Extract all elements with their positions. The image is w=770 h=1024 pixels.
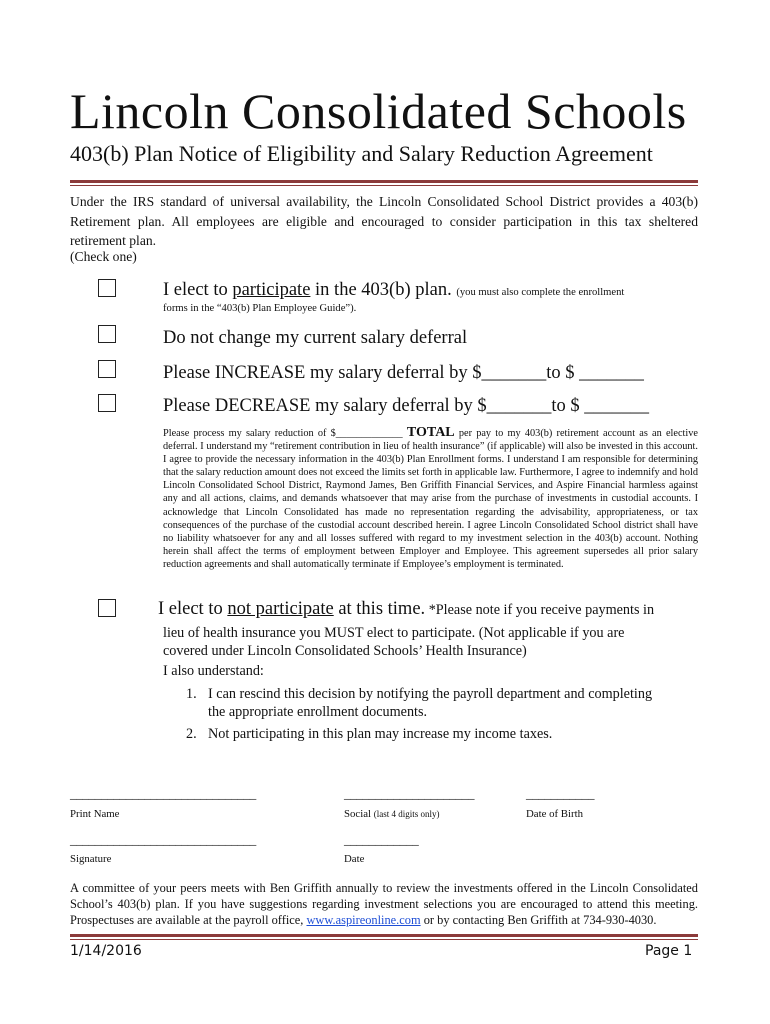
date-line[interactable]: ____________ bbox=[344, 832, 419, 847]
list-item-1-number: 1. bbox=[186, 686, 197, 702]
closing-text-end: or by contacting Ben Griffith at 734-930-4030. bbox=[420, 913, 657, 927]
social-label-text: Social bbox=[344, 808, 371, 820]
legal-body: per pay to my 403(b) retirement account as an elective deferral. I understand my “retirement contribution in lieu of health insurance” (if applicable) will also be invested in this account. I agree to provide the necessary information in the 403(b) Plan Enrollment forms. I understand I am responsible for determining that the salary reduction amount does not exceed the limits set forth in applicable law. Furthermore, I agree to indemnify and hold Lincoln Consolidated School District, Raymond James, Ben Griffith Financial Services, and Aspire Financial harmless against any and all actions, claims, and demands whatsoever that may arise from the purchase of investments in custodial accounts. I acknowledge that Lincoln Consolidated has made no representation regarding the advisability, appropriateness, or tax consequences of the purchase of the custodial account described herein. I agree Lincoln Consolidated School district shall have no liability whatsoever for any and all losses suffered with regard to my investment selection in the 403(b) account. Nothing herein shall affect the terms of employment between Employer and Employee. This agreement supersedes all prior salary reduction agreements and shall automatically terminate if Employee’s employment is terminated. bbox=[163, 428, 698, 570]
participate-checkbox[interactable] bbox=[98, 279, 116, 297]
participate-keyword: participate bbox=[232, 280, 311, 300]
not-participate-line3: covered under Lincoln Consolidated Schools’ Health Insurance) bbox=[163, 643, 527, 659]
print-name-line[interactable]: ______________________________ bbox=[70, 786, 257, 801]
not-participate-line2: lieu of health insurance you MUST elect to participate. (Not applicable if you are bbox=[163, 625, 625, 641]
document-subtitle: 403(b) Plan Notice of Eligibility and Salary Reduction Agreement bbox=[70, 141, 653, 166]
no-change-checkbox[interactable] bbox=[98, 325, 116, 343]
document-title: Lincoln Consolidated Schools bbox=[70, 83, 687, 139]
header-rule bbox=[70, 180, 698, 183]
list-item-1-text: I can rescind this decision by notifying the payroll department and completing bbox=[208, 686, 653, 702]
list-item-2-text: Not participating in this plan may increase my income taxes. bbox=[208, 726, 553, 742]
increase-checkbox[interactable] bbox=[98, 360, 116, 378]
header-rule-thin bbox=[70, 185, 698, 186]
social-line[interactable]: _____________________ bbox=[344, 786, 475, 801]
footer-page-number: Page 1 bbox=[645, 943, 693, 959]
not-participate-note: *Please note if you receive payments in bbox=[425, 602, 655, 618]
not-participate-pre: I elect to bbox=[158, 599, 228, 619]
participate-note: (you must also complete the enrollment bbox=[456, 287, 625, 298]
list-item-2-number: 2. bbox=[186, 726, 197, 742]
participate-note-line2: forms in the “403(b) Plan Employee Guide”). bbox=[163, 303, 357, 314]
legal-total: TOTAL bbox=[406, 425, 455, 440]
not-participate-keyword: not participate bbox=[227, 599, 334, 619]
not-participate-option bbox=[158, 599, 654, 620]
participate-post: in the 403(b) plan. bbox=[310, 280, 452, 300]
dob-label: Date of Birth bbox=[526, 808, 583, 820]
footer-rule-thin bbox=[70, 939, 698, 940]
salary-reduction-agreement-text bbox=[163, 426, 698, 571]
date-label: Date bbox=[344, 853, 365, 865]
also-understand-label: I also understand: bbox=[163, 663, 264, 679]
closing-text: A committee of your peers meets with Ben Griffith annually to review the investments offered in the Lincoln Consolidated School’s 403(b) plan. If you have suggestions regarding investment selections you are encouraged to attend this meeting. Prospectuses are available at the payroll office, bbox=[70, 881, 698, 927]
check-one-label: (Check one) bbox=[70, 249, 137, 264]
social-label-note: (last 4 digits only) bbox=[373, 809, 440, 819]
participate-option bbox=[163, 280, 624, 301]
social-label bbox=[344, 808, 439, 820]
print-name-label: Print Name bbox=[70, 808, 120, 820]
legal-pre: Please process my salary reduction of $_____________ bbox=[163, 428, 407, 439]
participate-pre: I elect to bbox=[163, 280, 233, 300]
not-participate-checkbox[interactable] bbox=[98, 599, 116, 617]
dob-line[interactable]: ___________ bbox=[526, 786, 595, 801]
decrease-checkbox[interactable] bbox=[98, 394, 116, 412]
aspire-link[interactable]: www.aspireonline.com bbox=[306, 913, 421, 927]
signature-line[interactable]: ______________________________ bbox=[70, 832, 257, 847]
signature-label: Signature bbox=[70, 853, 112, 865]
footer-rule bbox=[70, 934, 698, 937]
decrease-option: Please DECREASE my salary deferral by $_______to $ _______ bbox=[163, 396, 650, 416]
closing-paragraph bbox=[70, 880, 698, 928]
list-item-1-text-cont: the appropriate enrollment documents. bbox=[208, 704, 428, 720]
intro-paragraph: Under the IRS standard of universal availability, the Lincoln Consolidated School District provides a 403(b) Retirement plan. All employees are eligible and encouraged to consider participation in this tax sheltered retirement plan. bbox=[70, 194, 698, 248]
increase-option: Please INCREASE my salary deferral by $_______to $ _______ bbox=[163, 363, 644, 383]
not-participate-post: at this time. bbox=[333, 599, 426, 619]
footer-date: 1/14/2016 bbox=[70, 943, 142, 959]
no-change-option: Do not change my current salary deferral bbox=[163, 328, 468, 348]
